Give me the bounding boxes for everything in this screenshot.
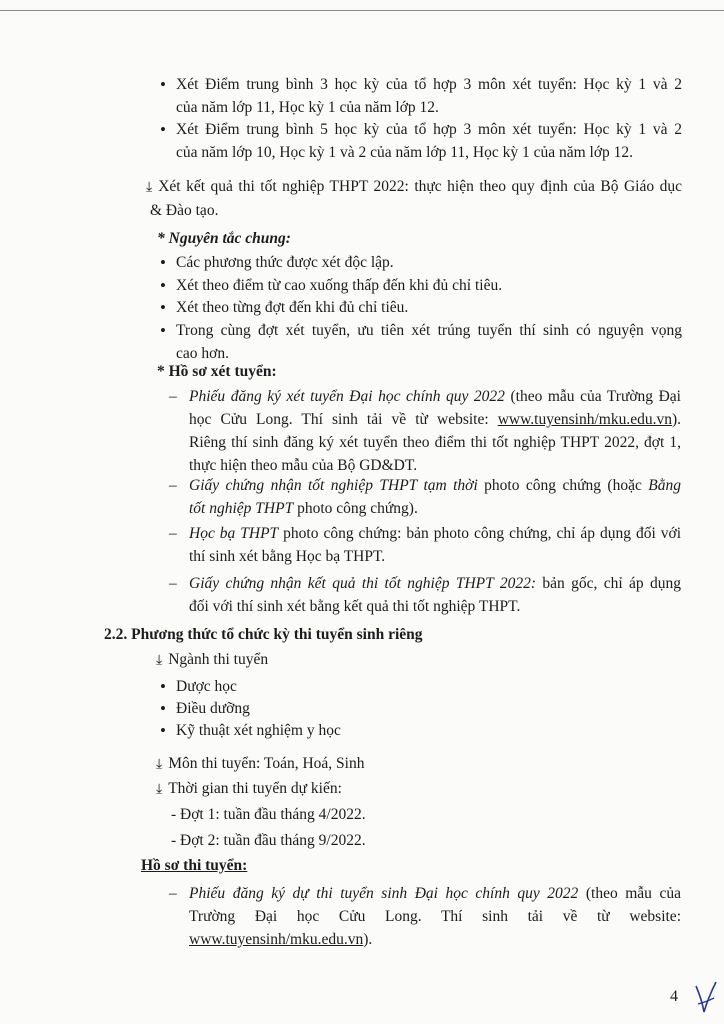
text-italic: Phiếu đăng ký dự thi tuyển sinh Đại học chính quy 2022 [189, 885, 579, 902]
list-item: • Kỹ thuật xét nghiệm y học [176, 719, 341, 742]
text-line: • Trong cùng đợt xét tuyển, ưu tiên xét trúng tuyển thí sinh có nguyện vọng [176, 322, 682, 339]
text-italic: Giấy chứng nhận tốt nghiệp THPT tạm thời [189, 477, 478, 494]
section-title: 2.2. Phương thức tổ chức kỳ thi tuyển sinh riêng [104, 626, 423, 643]
list-item [176, 118, 682, 164]
text-line: & Đào tạo. [150, 202, 219, 219]
text-span: học Cửu Long. Thí sinh tải về từ website: [189, 411, 498, 428]
page-number: 4 [670, 988, 678, 1005]
text-span: bản gốc, chỉ áp dụng [535, 575, 681, 592]
arrow-bullet-icon: ⤓ [146, 179, 153, 195]
dash-icon: – [169, 525, 177, 542]
arrow-bullet-icon: ⤓ [156, 756, 163, 772]
text-line: Riêng thí sinh đăng ký xét tuyển theo điểm thi tốt nghiệp THPT 2022, đợt 1, [189, 434, 681, 451]
text-italic: Học bạ THPT [189, 525, 279, 542]
text-span: photo công chứng: bản photo công chứng, chỉ áp dụng đối với [278, 525, 681, 542]
initials-signature-icon [692, 978, 720, 1016]
dossier-item [189, 474, 681, 520]
dash-icon: – [169, 477, 177, 494]
text-span: photo công chứng). [293, 500, 418, 517]
text-line: cao hơn. [176, 345, 229, 362]
text-span: photo công chứng (hoặc [477, 477, 649, 494]
exam-form-item [189, 882, 681, 951]
arrow-bullet-icon: ⤓ [156, 781, 163, 797]
text-italic: Giấy chứng nhận kết quả thi tốt nghiệp THPT 2022: [189, 575, 536, 592]
text-italic: Bằng [648, 477, 681, 494]
dossier-heading: * Hồ sơ xét tuyển: [157, 363, 277, 380]
principles-heading: * Nguyên tắc chung: [157, 230, 291, 247]
dash-icon: – [169, 388, 177, 405]
text-line: thực hiện theo mẫu của Bộ GD&DT. [189, 457, 418, 474]
text-line: - Đợt 2: tuần đầu tháng 9/2022. [171, 832, 366, 849]
text-span: (theo mẫu của [578, 885, 681, 902]
thpt-paragraph [146, 175, 682, 222]
dash-icon: – [169, 885, 177, 902]
list-item: • Xét theo điểm từ cao xuống thấp đến khi đủ chỉ tiêu. [176, 274, 502, 297]
text-span: Môn thi tuyển: Toán, Hoá, Sinh [168, 755, 365, 772]
text-span: Ngành thi tuyển [168, 651, 269, 668]
text-span: Thời gian thi tuyển dự kiến: [168, 780, 342, 797]
page-top-rule [0, 10, 724, 11]
list-item: • Xét theo từng đợt đến khi đủ chỉ tiêu. [176, 296, 408, 319]
list-item [176, 73, 682, 119]
majors-label-row [156, 648, 268, 672]
text-line: của năm lớp 10, Học kỳ 1 và 2 của năm lớp 11, Học kỳ 1 của năm lớp 12. [176, 144, 634, 161]
text-line: đối với thí sinh xét bằng kết quả thi tốt nghiệp THPT. [189, 598, 521, 615]
text-span: ). [363, 931, 373, 948]
list-item: • Dược học [176, 675, 237, 698]
text-line: Trường Đại học Cửu Long. Thí sinh tải về từ website: [189, 908, 681, 925]
text-line: • Xét Điểm trung bình 5 học kỳ của tổ hợp 3 môn xét tuyển: Học kỳ 1 và 2 [176, 121, 682, 138]
list-item: • Điều dưỡng [176, 697, 250, 720]
arrow-bullet-icon: ⤓ [156, 652, 163, 668]
text-line: của năm lớp 11, Học kỳ 1 của năm lớp 12. [176, 99, 439, 116]
text-line: thí sinh xét bằng Học bạ THPT. [189, 548, 386, 565]
time-label-row [156, 777, 342, 801]
text-line: • Xét Điểm trung bình 3 học kỳ của tổ hợp 3 môn xét tuyển: Học kỳ 1 và 2 [176, 76, 682, 93]
dossier-item [189, 572, 681, 618]
list-item: • Các phương thức được xét độc lập. [176, 251, 394, 274]
list-item [176, 319, 682, 365]
text-line: - Đợt 1: tuần đầu tháng 4/2022. [171, 806, 366, 823]
text-line: Xét kết quả thi tốt nghiệp THPT 2022: thực hiện theo quy định của Bộ Giáo dục [158, 178, 682, 195]
text-span: ). [671, 411, 681, 428]
dossier-item [189, 522, 681, 568]
text-span: (theo mẫu của Trường Đại [504, 388, 681, 405]
dash-icon: – [169, 575, 177, 592]
text-italic: Phiếu đăng ký xét tuyển Đại học chính quy 2022 [189, 388, 505, 405]
subjects-row [156, 752, 364, 776]
text-italic: tốt nghiệp THPT [189, 500, 294, 517]
exam-dossier-heading: Hồ sơ thi tuyển: [141, 857, 248, 874]
dossier-item [189, 385, 681, 477]
website-link[interactable]: www.tuyensinh/mku.edu.vn [189, 931, 364, 948]
website-link[interactable]: www.tuyensinh/mku.edu.vn [497, 411, 672, 428]
